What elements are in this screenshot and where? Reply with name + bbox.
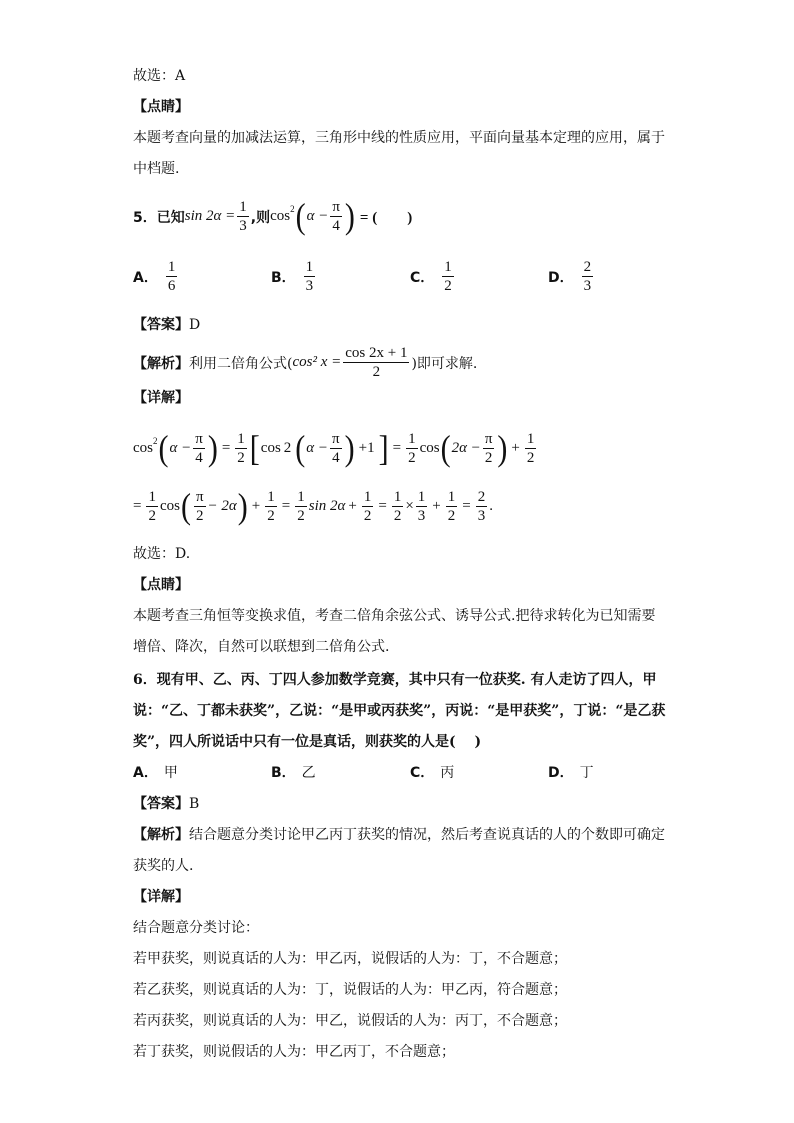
q6-answer-line: 【答案】B xyxy=(133,796,200,812)
q5-answer-line: 【答案】D xyxy=(133,317,201,333)
q5-detail-tag: 【详解】 xyxy=(133,390,189,406)
q6-detail-line: 若丁获奖，则说假话的人为：甲乙丙丁，不合题意； xyxy=(133,1044,455,1060)
q6-line-2: 说：“乙、丁都未获奖”，乙说：“是甲或丙获奖”，丙说：“是甲获奖”，丁说：“是乙获 xyxy=(133,703,666,719)
answer-line: 故选：A xyxy=(133,68,186,84)
q6-analysis-2: 获奖的人. xyxy=(133,858,194,874)
q5-number: 5．已知 xyxy=(133,209,185,226)
comment-line-1: 本题考查向量的加减法运算，三角形中线的性质应用，平面向量基本定理的应用，属于 xyxy=(133,130,665,146)
q5-result: 故选：D. xyxy=(133,546,191,562)
comment-line-2: 中档题. xyxy=(133,161,180,177)
q6-answer: B xyxy=(189,796,200,812)
q5-answer: D xyxy=(189,317,201,333)
q6-line-1: 6．现有甲、乙、丙、丁四人参加数学竞赛，其中只有一位获奖. 有人走访了四人，甲 xyxy=(133,672,657,688)
q6-analysis-1: 【解析】结合题意分类讨论甲乙丙丁获奖的情况，然后考查说真话的人的个数即可确定 xyxy=(133,827,665,843)
q5-tail: = ( ) xyxy=(359,210,413,226)
q5-frac: $\frac{1}{3}$ xyxy=(239,199,247,234)
q5-stem: 5．已知 sin 2α = $\frac{1}{3}$ ,则 cos 2 ( α − $\frac{\pi}{4}$ ) = ( ) xyxy=(133,196,413,236)
q6-option-a: A． 甲 xyxy=(133,765,178,781)
q5-derivation-1: cos 2 ( α − $\frac{\pi}{4}$ ) = $\frac{1}{2}$ [ cos 2 ( α − $\frac{\pi}{4}$ ) +1 ] = $\frac{1}{2}$ cos ( 2α − $\frac{\pi}{2}$ ) + $\frac{1}{2}$ xyxy=(133,428,535,468)
q5-sq: 2 xyxy=(290,203,295,214)
q5-analysis: 【解析】 利用二倍角公式( cos² x = $\frac{\cos 2x + 1}{2}$ )即可求解. xyxy=(133,345,478,380)
q5-comment-1: 本题考查三角恒等变换求值，考查二倍角余弦公式、诱导公式.把待求转化为已知需要 xyxy=(133,608,656,624)
q6-line-3: 奖”，四人所说话中只有一位是真话，则获奖的人是( ) xyxy=(133,734,482,750)
q5-then: ,则 xyxy=(250,209,271,226)
q5-option-d: D． $\frac{2}{3}$ xyxy=(548,259,592,294)
q5-derivation-2: = $\frac{1}{2}$ cos ( $\frac{\pi}{2}$ − 2α ) + $\frac{1}{2}$ = $\frac{1}{2}$ sin 2α + $\frac{1}{2}$ = $\frac{1}{2}$ × $\frac{1}{3}$ + $\frac{1}{2}$ = $\frac{2}{3}$ . xyxy=(133,486,493,526)
q6-detail-tag: 【详解】 xyxy=(133,889,189,905)
q5-option-b: B． $\frac{1}{3}$ xyxy=(271,259,314,294)
q5-option-c: C． $\frac{1}{2}$ xyxy=(410,259,452,294)
q6-detail-line: 若丙获奖，则说真话的人为：甲乙，说假话的人为：丙丁，不合题意； xyxy=(133,1013,567,1029)
q5-cos: cos xyxy=(270,208,291,224)
comment-tag: 【点睛】 xyxy=(133,99,189,115)
q6-detail-line: 若甲获奖，则说真话的人为：甲乙丙，说假话的人为：丁，不合题意； xyxy=(133,951,567,967)
q5-comment-tag: 【点睛】 xyxy=(133,577,189,593)
q5-sin-expr: sin 2α = xyxy=(184,208,236,224)
q6-detail-line: 结合题意分类讨论： xyxy=(133,920,259,936)
q5-comment-2: 增倍、降次，自然可以联想到二倍角公式. xyxy=(133,639,390,655)
q5-pi-frac: $\frac{\pi}{4}$ xyxy=(332,199,340,234)
q6-option-b: B． 乙 xyxy=(271,765,316,781)
q5-option-a: A． $\frac{1}{6}$ xyxy=(133,259,176,294)
q5-alpha: α − xyxy=(306,208,329,224)
q6-option-c: C． 丙 xyxy=(410,765,455,781)
q6-detail-line: 若乙获奖，则说真话的人为：丁，说假话的人为：甲乙丙，符合题意； xyxy=(133,982,567,998)
q6-option-d: D． 丁 xyxy=(548,765,594,781)
